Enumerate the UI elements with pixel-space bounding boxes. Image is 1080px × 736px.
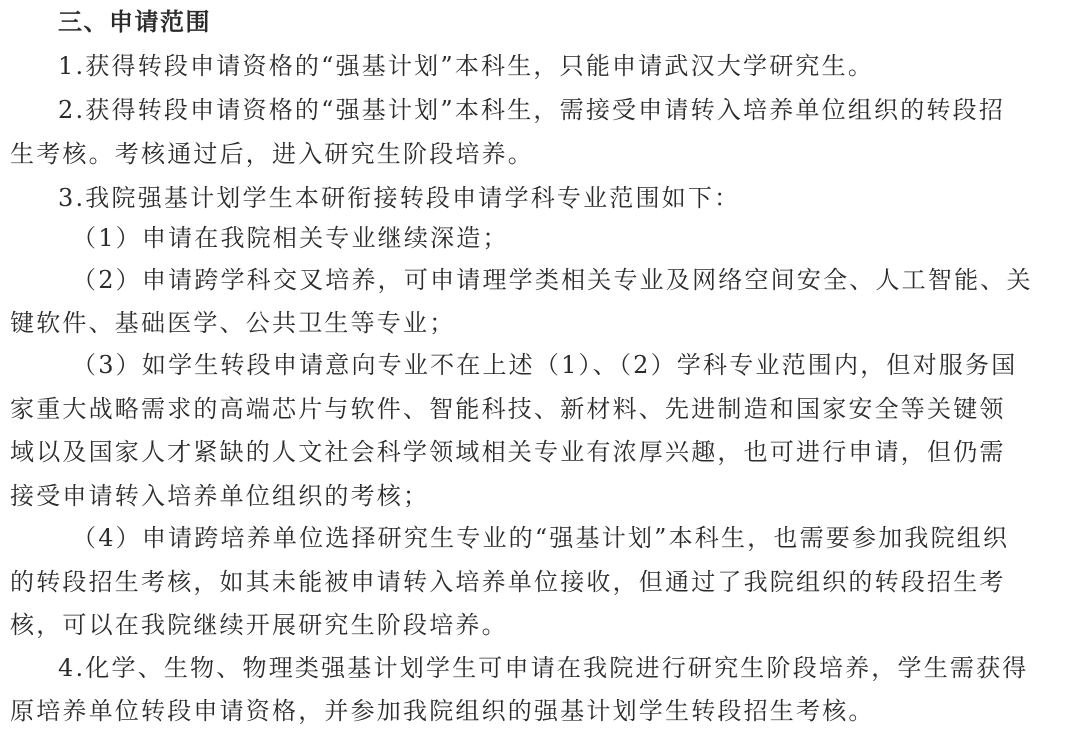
item-4-line-2: 原培养单位转段申请资格，并参加我院组织的强基计划学生转段招生考核。 (10, 697, 875, 725)
subitem-1-line-1: （1）申请在我院相关专业继续深造； (72, 224, 509, 252)
section-heading: 三、申请范围 (58, 8, 211, 36)
item-4-line-1: 4.化学、生物、物理类强基计划学生可申请在我院进行研究生阶段培养，学生需获得 (58, 654, 1029, 682)
subitem-4-line-2: 的转段招生考核，如其未能被申请转入培养单位接收，但通过了我院组织的转段招生考 (10, 568, 1006, 596)
subitem-3-line-3: 域以及国家人才紧缺的人文社会科学领域相关专业有浓厚兴趣，也可进行申请，但仍需 (10, 438, 1006, 466)
item-2-line-1: 2.获得转段申请资格的“强基计划”本科生，需接受申请转入培养单位组织的转段招 (58, 96, 1006, 124)
item-2-line-2: 生考核。考核通过后，进入研究生阶段培养。 (10, 140, 534, 168)
subitem-3-line-1: （3）如学生转段申请意向专业不在上述（1）、（2）学科专业范围内，但对服务国 (72, 351, 1018, 379)
item-1-line-1: 1.获得转段申请资格的“强基计划”本科生，只能申请武汉大学研究生。 (58, 52, 875, 80)
subitem-4-line-1: （4）申请跨培养单位选择研究生专业的“强基计划”本科生，也需要参加我院组织 (72, 524, 1010, 552)
subitem-3-line-4: 接受申请转入培养单位组织的考核； (10, 482, 430, 510)
subitem-2-line-2: 键软件、基础医学、公共卫生等专业； (10, 309, 456, 337)
subitem-3-line-2: 家重大战略需求的高端芯片与软件、智能科技、新材料、先进制造和国家安全等关键领 (10, 395, 1006, 423)
subitem-4-line-3: 核，可以在我院继续开展研究生阶段培养。 (10, 611, 508, 639)
subitem-2-line-1: （2）申请跨学科交叉培养，可申请理学类相关专业及网络空间安全、人工智能、关 (72, 266, 1033, 294)
item-3-line-1: 3.我院强基计划学生本研衔接转段申请学科专业范围如下： (58, 184, 741, 212)
